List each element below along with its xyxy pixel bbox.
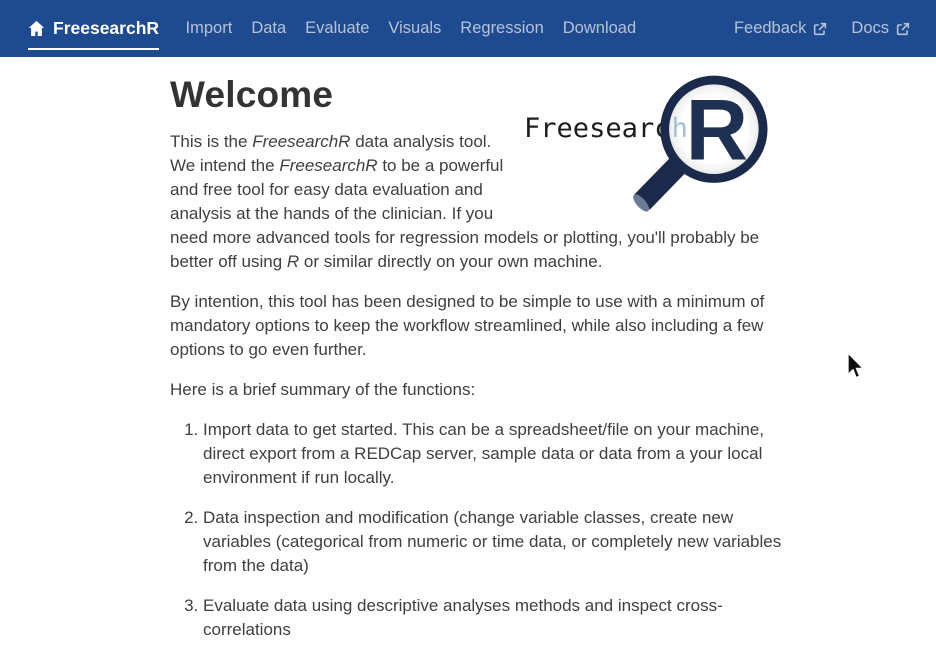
nav-item-docs[interactable] [839,19,922,38]
magnifier-handle [642,165,678,202]
external-link-icon [813,22,827,36]
nav-item-download[interactable]: Download [562,19,637,37]
mouse-cursor-icon [846,352,865,386]
r-emphasis: R [286,252,300,271]
nav-brand[interactable] [28,0,159,57]
nav-item-regression[interactable]: Regression [460,19,544,37]
list-item-import: 1. Import data to get started. This can be a spreadsheet/file on your machine, direct export from a REDCap server, sample data or data from a your local environment if run locally. [203,418,792,490]
nav-menu-right [722,0,922,57]
main-content [170,57,792,642]
app-name-emphasis: FreesearchR [279,156,378,175]
list-item-evaluate: 3. Evaluate data using descriptive analyses methods and inspect cross-correlations [203,594,792,642]
home-icon [28,20,45,37]
intro-text: data analysis tool. We intend the [170,132,492,175]
summary-intro: Here is a brief summary of the functions: [170,380,476,399]
freesearchr-logo [522,68,768,216]
nav-item-data[interactable]: Data [251,19,287,37]
nav-item-import[interactable]: Import [185,19,233,37]
nav-item-feedback-label: Feedback [733,19,807,37]
nav-menu [176,0,646,57]
logo-letter-r: R [685,82,749,179]
nav-brand-label: FreesearchR [53,18,160,38]
nav-item-docs-label: Docs [851,19,889,37]
logo-text-dark: Freesearc [523,113,671,145]
function-list [170,418,792,642]
intro-text: or similar directly on your own machine. [299,252,603,271]
magnifier-logo-image [522,68,768,216]
app-name-emphasis: FreesearchR [252,132,351,151]
intro-text: This is the [170,132,253,151]
nav-item-feedback[interactable] [722,19,839,38]
nav-item-evaluate[interactable]: Evaluate [305,19,370,37]
navbar [0,0,936,57]
external-link-icon [896,22,910,36]
page-title: Welcome [170,74,334,115]
list-item-data-inspection: 2. Data inspection and modification (change variable classes, create new variables (categorical from numeric or time data, or completely new variables from the data) [203,506,792,578]
logo-text-faded: h [671,113,688,145]
intro-text: to be a powerful and free tool for easy data evaluation and analysis at the hands of the clinician. If you need more advanced tools for regression models or plotting, you'll probably be better off using [170,156,760,271]
nav-item-visuals[interactable]: Visuals [388,19,442,37]
design-paragraph: By intention, this tool has been designed to be simple to use with a minimum of mandatory options to keep the workflow streamlined, while also including a few options to go even further. [170,292,765,359]
